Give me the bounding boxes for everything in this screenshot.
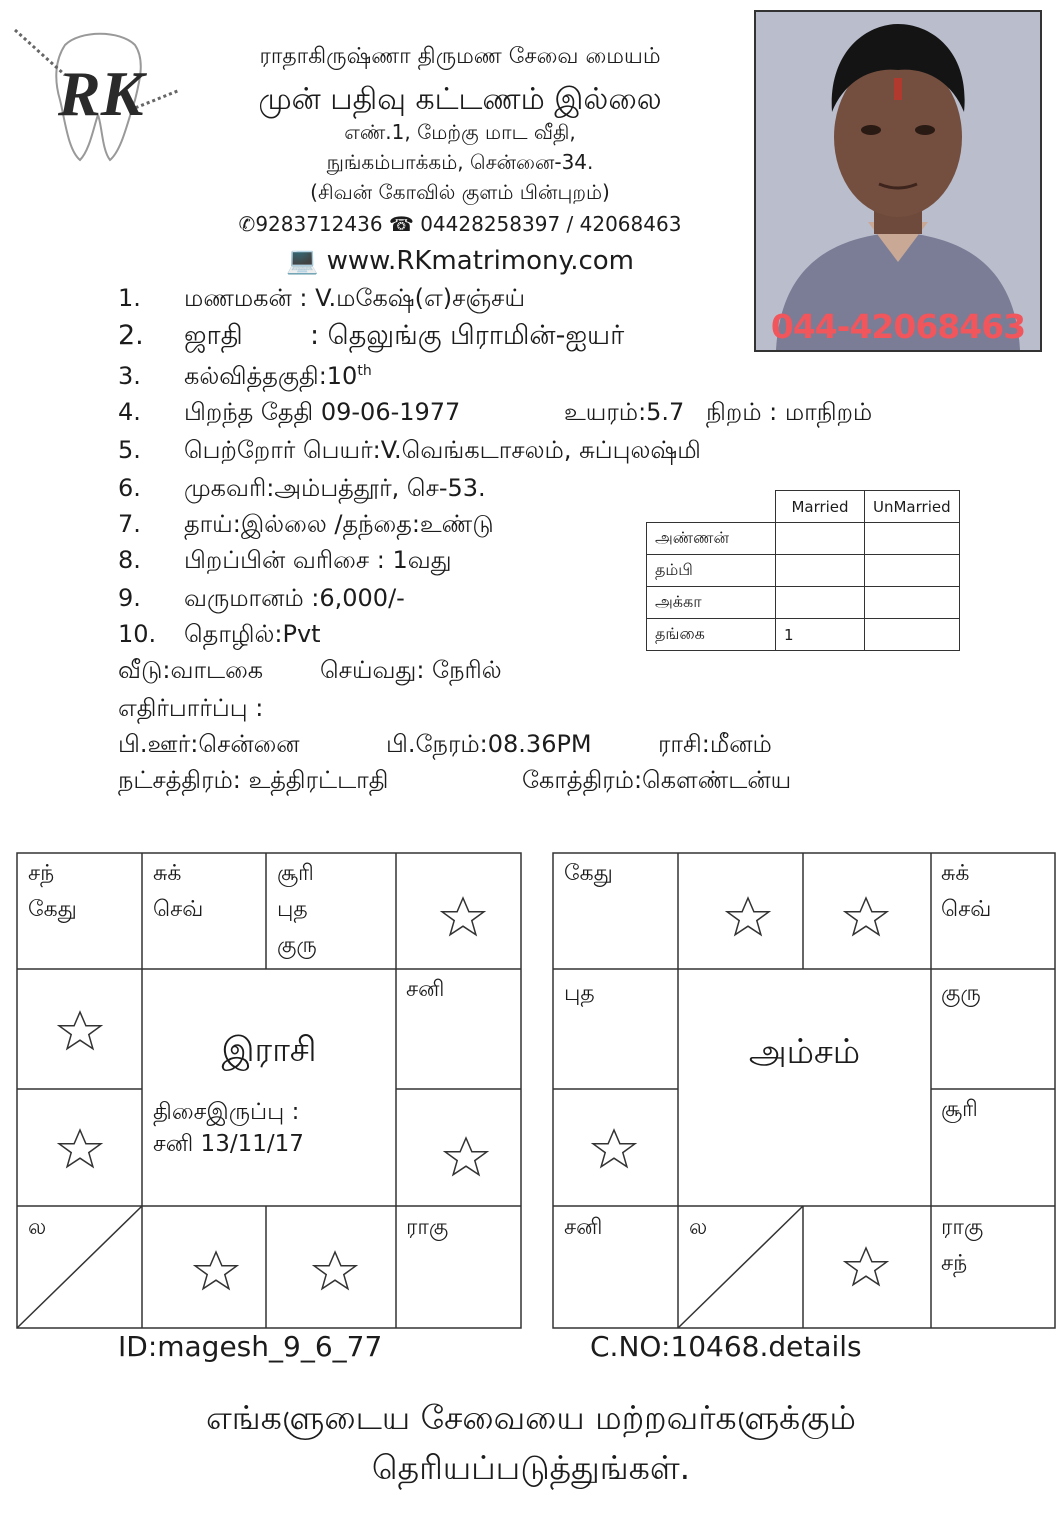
house: வீடு:வாடகை xyxy=(118,656,264,684)
married-count: 1 xyxy=(776,619,865,651)
detail-num: 1. xyxy=(118,284,141,312)
landline-number: 04428258397 / 42068463 xyxy=(420,212,682,236)
empty-house-star-icon xyxy=(59,1012,101,1049)
rasi-house-rahu: ராகு xyxy=(406,1215,449,1240)
rasi-chart-grid xyxy=(17,853,521,1328)
website[interactable]: www.RKmatrimony.com xyxy=(326,246,634,276)
sibling-label: அக்கா xyxy=(647,587,776,619)
caste-label: ஜாதி xyxy=(184,320,243,351)
birth-time: பி.நேரம்:08.36PM xyxy=(386,730,592,758)
marriage-mode: செய்வது: நேரில் xyxy=(320,656,502,684)
rasi-house-5: சனி xyxy=(406,977,445,1002)
profile-id: ID:magesh_9_6_77 xyxy=(118,1330,383,1363)
amsam-house-lagnam: ல xyxy=(689,1215,708,1240)
birth-order: பிறப்பின் வரிசை : 1வது xyxy=(184,546,452,574)
occupation: தொழில்:Pvt xyxy=(184,620,321,648)
amsam-house-4: சுக் செவ் xyxy=(941,861,992,922)
mobile-number: 9283712436 xyxy=(255,212,383,236)
detail-num: 2. xyxy=(118,320,144,351)
empty-house-star-icon xyxy=(593,1130,635,1167)
rasi-title: இராசி xyxy=(221,1030,317,1070)
detail-num: 4. xyxy=(118,398,141,426)
org-name: ராதாகிருஷ்ணா திருமண சேவை மையம் xyxy=(259,44,661,69)
detail-num: 6. xyxy=(118,474,141,502)
detail-num: 9. xyxy=(118,584,141,612)
education: கல்வித்தகுதி:10 xyxy=(184,362,358,390)
sibling-label: தங்கை xyxy=(647,619,776,651)
footer-message-line-1: எங்களுடைய சேவையை மற்றவர்களுக்கும் xyxy=(206,1398,856,1437)
amsam-house-5: குரு xyxy=(941,981,981,1006)
empty-house-star-icon xyxy=(195,1252,237,1289)
sibling-label: அண்ணன் xyxy=(647,523,776,555)
detail-num: 7. xyxy=(118,510,141,538)
address-line-1: எண்.1, மேற்கு மாட வீதி, xyxy=(344,120,576,144)
rasi-house-lagnam: ல xyxy=(28,1215,47,1240)
amsam-house-12: புத xyxy=(564,981,595,1006)
address: முகவரி:அம்பத்தூர், செ-53. xyxy=(184,474,486,502)
birth-place: பி.ஊர்:சென்னை xyxy=(118,730,300,758)
logo-text: RK xyxy=(58,58,144,129)
dasa-value: சனி 13/11/17 xyxy=(153,1131,304,1157)
height: உயரம்:5.7 xyxy=(564,398,685,426)
empty-house-star-icon xyxy=(845,898,887,935)
caste-value: : தெலுங்கு பிராமின்-ஐயர் xyxy=(310,320,625,351)
groom-name: மணமகன் : V.மகேஷ்(எ)சஞ்சய் xyxy=(184,284,526,312)
rasi: ராசி:மீனம் xyxy=(658,730,772,758)
sibling-label: தம்பி xyxy=(647,555,776,587)
amsam-house-1: கேது xyxy=(564,861,613,886)
detail-num: 8. xyxy=(118,546,141,574)
detail-num: 10. xyxy=(118,620,157,648)
computer-icon: 💻 xyxy=(286,246,319,276)
income: வருமானம் :6,000/- xyxy=(184,584,405,612)
header-unmarried: UnMarried xyxy=(865,491,960,523)
empty-house-star-icon xyxy=(314,1252,356,1289)
education-suffix: th xyxy=(357,363,372,379)
telephone-icon: ☎ xyxy=(388,212,414,236)
dasa-label: திசைஇருப்பு : xyxy=(153,1099,300,1125)
complexion: நிறம் : மாநிறம் xyxy=(706,398,873,426)
parents-name: பெற்றோர் பெயர்:V.வெங்கடாசலம், சுப்புலஷ்மி xyxy=(184,436,701,464)
amsam-house-10: சனி xyxy=(564,1215,603,1240)
amsam-house-7: ராகு சந் xyxy=(941,1215,984,1276)
empty-house-star-icon xyxy=(845,1248,887,1285)
amsam-house-6: சூரி xyxy=(941,1097,978,1122)
detail-num: 3. xyxy=(118,362,141,390)
empty-house-star-icon xyxy=(445,1138,487,1175)
parents-status: தாய்:இல்லை /தந்தை:உண்டு xyxy=(184,510,494,538)
detail-num: 5. xyxy=(118,436,141,464)
footer-message-line-2: தெரியப்படுத்துங்கள். xyxy=(371,1448,691,1487)
photo-phone-overlay: 044-42068463 xyxy=(770,307,1026,346)
empty-house-star-icon xyxy=(59,1130,101,1167)
birth-date: பிறந்த தேதி 09-06-1977 xyxy=(184,398,461,426)
rasi-house-2: சுக் செவ் xyxy=(153,861,204,922)
rasi-house-1: சந் கேது xyxy=(28,861,77,922)
no-registration-fee: முன் பதிவு கட்டணம் இல்லை xyxy=(258,82,662,117)
header-married: Married xyxy=(776,491,865,523)
empty-house-star-icon xyxy=(727,898,769,935)
expectation: எதிர்பார்ப்பு : xyxy=(118,694,264,722)
empty-house-star-icon xyxy=(442,898,484,935)
address-line-3: (சிவன் கோவில் குளம் பின்புறம்) xyxy=(310,180,610,204)
contact-number-ref: C.NO:10468.details xyxy=(590,1330,862,1363)
rasi-house-3: சூரி புத குரு xyxy=(277,861,317,958)
address-line-2: நுங்கம்பாக்கம், சென்னை-34. xyxy=(326,150,594,174)
amsam-title: அம்சம் xyxy=(748,1032,861,1072)
gothram: கோத்திரம்:கௌண்டன்ய xyxy=(522,766,792,794)
mobile-icon: ✆ xyxy=(238,212,256,236)
star: நட்சத்திரம்: உத்திரட்டாதி xyxy=(118,766,389,794)
